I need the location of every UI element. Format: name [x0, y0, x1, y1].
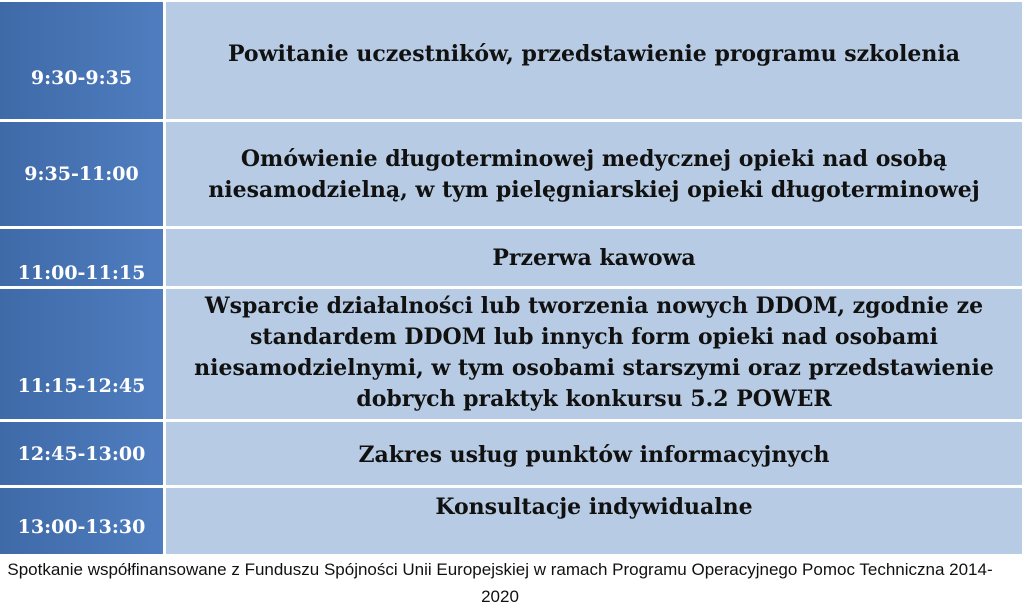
- time-cell: 9:35-11:00: [0, 122, 166, 226]
- time-cell: 11:00-11:15: [0, 229, 166, 286]
- funding-note: Spotkanie współfinansowane z Funduszu Spójności Unii Europejskiej w ramach Programu Operacyjnego Pomoc Techniczna 2014-2020: [7, 560, 993, 606]
- time-cell: 9:30-9:35: [0, 2, 166, 119]
- topic-cell: Przerwa kawowa: [166, 229, 1022, 286]
- agenda-row: [0, 122, 1022, 229]
- time-cell: 13:00-13:30: [0, 488, 166, 554]
- time-cell: 11:15-12:45: [0, 289, 166, 419]
- agenda-row: [0, 422, 1022, 488]
- topic-cell: Konsultacje indywidualne: [166, 488, 1022, 554]
- topic-cell: Omówienie długoterminowej medycznej opieki nad osobą niesamodzielną, w tym pielęgniarskiej opieki długoterminowej: [166, 122, 1022, 226]
- topic-cell: Wsparcie działalności lub tworzenia nowych DDOM, zgodnie ze standardem DDOM lub innych form opieki nad osobami niesamodzielnymi, w tym osobami starszymi oraz przedstawienie dobrych praktyk konkursu 5.2 POWER: [166, 289, 1022, 419]
- topic-cell: Powitanie uczestników, przedstawienie programu szkolenia: [166, 2, 1022, 119]
- agenda-row: [0, 229, 1022, 289]
- time-cell: 12:45-13:00: [0, 422, 166, 485]
- topic-cell: Zakres usług punktów informacyjnych: [166, 422, 1022, 485]
- agenda-row: [0, 2, 1022, 122]
- agenda-row: [0, 488, 1022, 554]
- agenda-row: [0, 289, 1022, 422]
